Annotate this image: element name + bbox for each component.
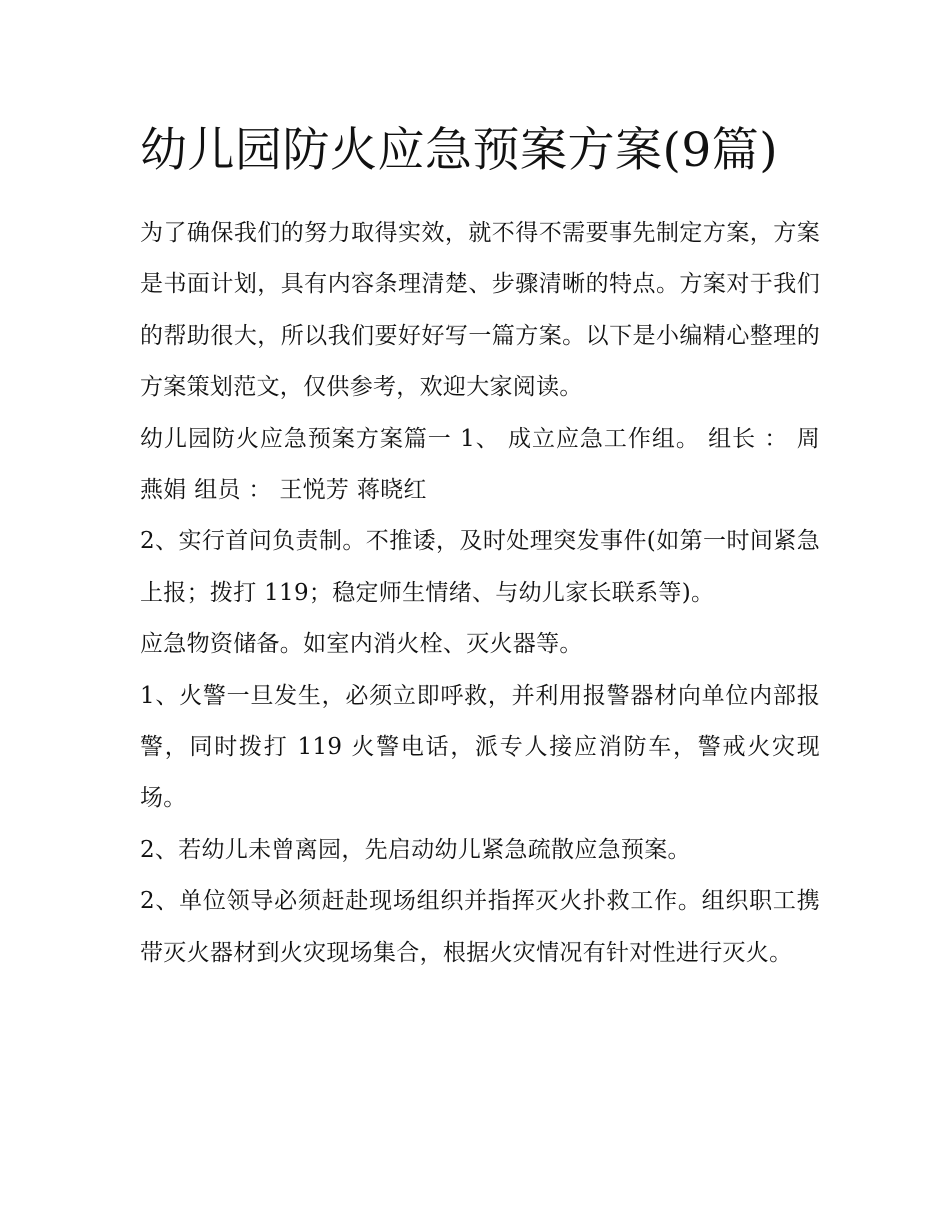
paragraph-emergency-team: 幼儿园防火应急预案方案篇一 1、 成立应急工作组。 组长 ： 周燕娟 组员 ： 王悦芳 蒋晓红 <box>140 425 820 504</box>
document-body <box>140 112 820 979</box>
paragraph-evacuation: 2、若幼儿未曾离园，先启动幼儿紧急疏散应急预案。 <box>140 836 691 863</box>
paragraph-firefighting: 2、单位领导必须赶赴现场组织并指挥灭火扑救工作。组织职工携带灭火器材到火灾现场集合，根据火灾情况有针对性进行灭火。 <box>140 888 820 966</box>
intro-paragraph: 为了确保我们的努力取得实效，就不得不需要事先制定方案，方案是书面计划，具有内容条理清楚、步骤清晰的特点。方案对于我们的帮助很大，所以我们要好好写一篇方案。以下是小编精心整理的方案策划范文，仅供参考，欢迎大家阅读。 <box>140 220 820 401</box>
paragraph-supplies: 应急物资储备。如室内消火栓、灭火器等。 <box>140 631 583 658</box>
paragraph-responsibility: 2、实行首问负责制。不推诿，及时处理突发事件(如第一时间紧急上报；拨打 119；稳定师生情绪、与幼儿家长联系等)。 <box>140 528 820 606</box>
document-title: 幼儿园防火应急预案方案(9篇) <box>140 123 779 178</box>
paragraph-fire-alarm: 1、火警一旦发生，必须立即呼救，并利用报警器材向单位内部报警，同时拨打 119 火警电话，派专人接应消防车，警戒火灾现场。 <box>140 682 820 812</box>
